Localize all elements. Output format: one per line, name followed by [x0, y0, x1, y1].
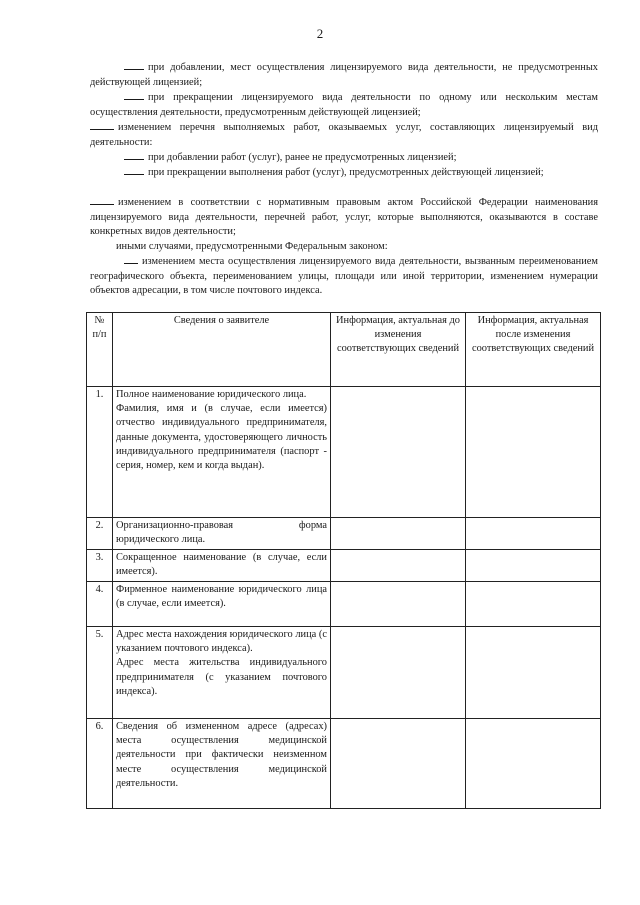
header-after: Информация, актуальная после изменения соответствующих сведений — [466, 313, 601, 387]
row-number: 3. — [87, 550, 113, 582]
description-line: Сокращенное наименование (в случае, если имеется). — [116, 552, 327, 578]
option-text: изменением места осуществления лицензируемого вида деятельности, вызванным переименованием географического объекта, переименованием улицы, площади или иной территории, изменением нумерации объектов адресации, в том числе почтового индекса. — [90, 256, 598, 297]
description-line: Адрес места нахождения юридического лица (с указанием почтового индекса). — [116, 629, 327, 655]
checkbox-blank[interactable] — [124, 166, 144, 175]
option-other-cases — [90, 240, 598, 255]
after-cell[interactable] — [466, 387, 601, 518]
table-row — [87, 627, 601, 719]
option-text: изменением в соответствии с нормативным правовым актом Российской Федерации наименования лицензируемого вида деятельности, перечней работ, услуг, которые выполняются, оказываются в составе конкретных видов деятельности; — [90, 197, 598, 238]
table-row — [87, 518, 601, 550]
option-stop-works — [90, 166, 598, 181]
option-text: при добавлении работ (услуг), ранее не предусмотренных лицензией; — [148, 152, 457, 163]
option-text: при добавлении, мест осуществления лицензируемого вида деятельности, не предусмотренных действующей лицензией; — [90, 62, 598, 88]
header-num: № п/п — [87, 313, 113, 387]
row-number: 6. — [87, 719, 113, 809]
after-cell[interactable] — [466, 582, 601, 627]
checkbox-blank[interactable] — [124, 255, 138, 264]
row-number: 4. — [87, 582, 113, 627]
checkbox-blank[interactable] — [124, 91, 144, 100]
description-line: Полное наименование юридического лица. — [116, 389, 307, 400]
checkbox-blank[interactable] — [124, 151, 144, 160]
checkbox-blank[interactable] — [90, 196, 114, 205]
before-cell[interactable] — [331, 719, 466, 809]
page-number: 2 — [316, 26, 324, 41]
applicant-info-table — [86, 312, 601, 809]
checkbox-blank[interactable] — [90, 121, 114, 130]
description-line: Сведения об измененном адресе (адресах) места осуществления медицинской деятельности при фактически неизменном месте осуществления медицинской деятельности. — [116, 721, 327, 789]
before-cell[interactable] — [331, 627, 466, 719]
option-text: иными случаями, предусмотренными Федеральным законом: — [116, 241, 388, 252]
after-cell[interactable] — [466, 550, 601, 582]
header-applicant: Сведения о заявителе — [113, 313, 331, 387]
option-text: при прекращении лицензируемого вида деятельности по одному или нескольким местам осуществления деятельности, предусмотренным действующей лицензией; — [90, 92, 598, 118]
table-header-row — [87, 313, 601, 387]
option-add-works — [90, 151, 598, 166]
description-line: Фирменное наименование юридического лица (в случае, если имеется). — [116, 584, 327, 610]
row-description — [113, 627, 331, 719]
row-number: 1. — [87, 387, 113, 518]
before-cell[interactable] — [331, 550, 466, 582]
description-line: Организационно-правовая форма юридического лица. — [116, 520, 327, 546]
row-description — [113, 387, 331, 518]
table-row — [87, 550, 601, 582]
before-cell[interactable] — [331, 387, 466, 518]
after-cell[interactable] — [466, 719, 601, 809]
option-text: при прекращении выполнения работ (услуг), предусмотренных действующей лицензией; — [148, 167, 544, 178]
row-description — [113, 582, 331, 627]
after-cell[interactable] — [466, 627, 601, 719]
option-legal-act — [90, 196, 598, 240]
checkbox-blank[interactable] — [124, 61, 144, 70]
table-row — [87, 387, 601, 518]
option-stop-places — [90, 91, 598, 120]
row-description — [113, 719, 331, 809]
description-line: Адрес места жительства индивидуального предпринимателя (с указанием почтового индекса). — [116, 657, 327, 697]
option-change-works — [90, 121, 598, 150]
option-text: изменением перечня выполняемых работ, оказываемых услуг, составляющих лицензируемый вид деятельности: — [90, 122, 598, 148]
row-number: 5. — [87, 627, 113, 719]
after-cell[interactable] — [466, 518, 601, 550]
before-cell[interactable] — [331, 518, 466, 550]
row-number: 2. — [87, 518, 113, 550]
header-before: Информация, актуальная до изменения соответствующих сведений — [331, 313, 466, 387]
row-description — [113, 550, 331, 582]
table-row — [87, 582, 601, 627]
row-description — [113, 518, 331, 550]
option-address-change — [90, 255, 598, 299]
before-cell[interactable] — [331, 582, 466, 627]
description-line: Фамилия, имя и (в случае, если имеется) отчество индивидуального предпринимателя, данные документа, удостоверяющего личность индивидуального предпринимателя (паспорт - серия, номер, кем и когда выдан). — [116, 403, 327, 472]
option-add-places — [90, 61, 598, 90]
table-row — [87, 719, 601, 809]
